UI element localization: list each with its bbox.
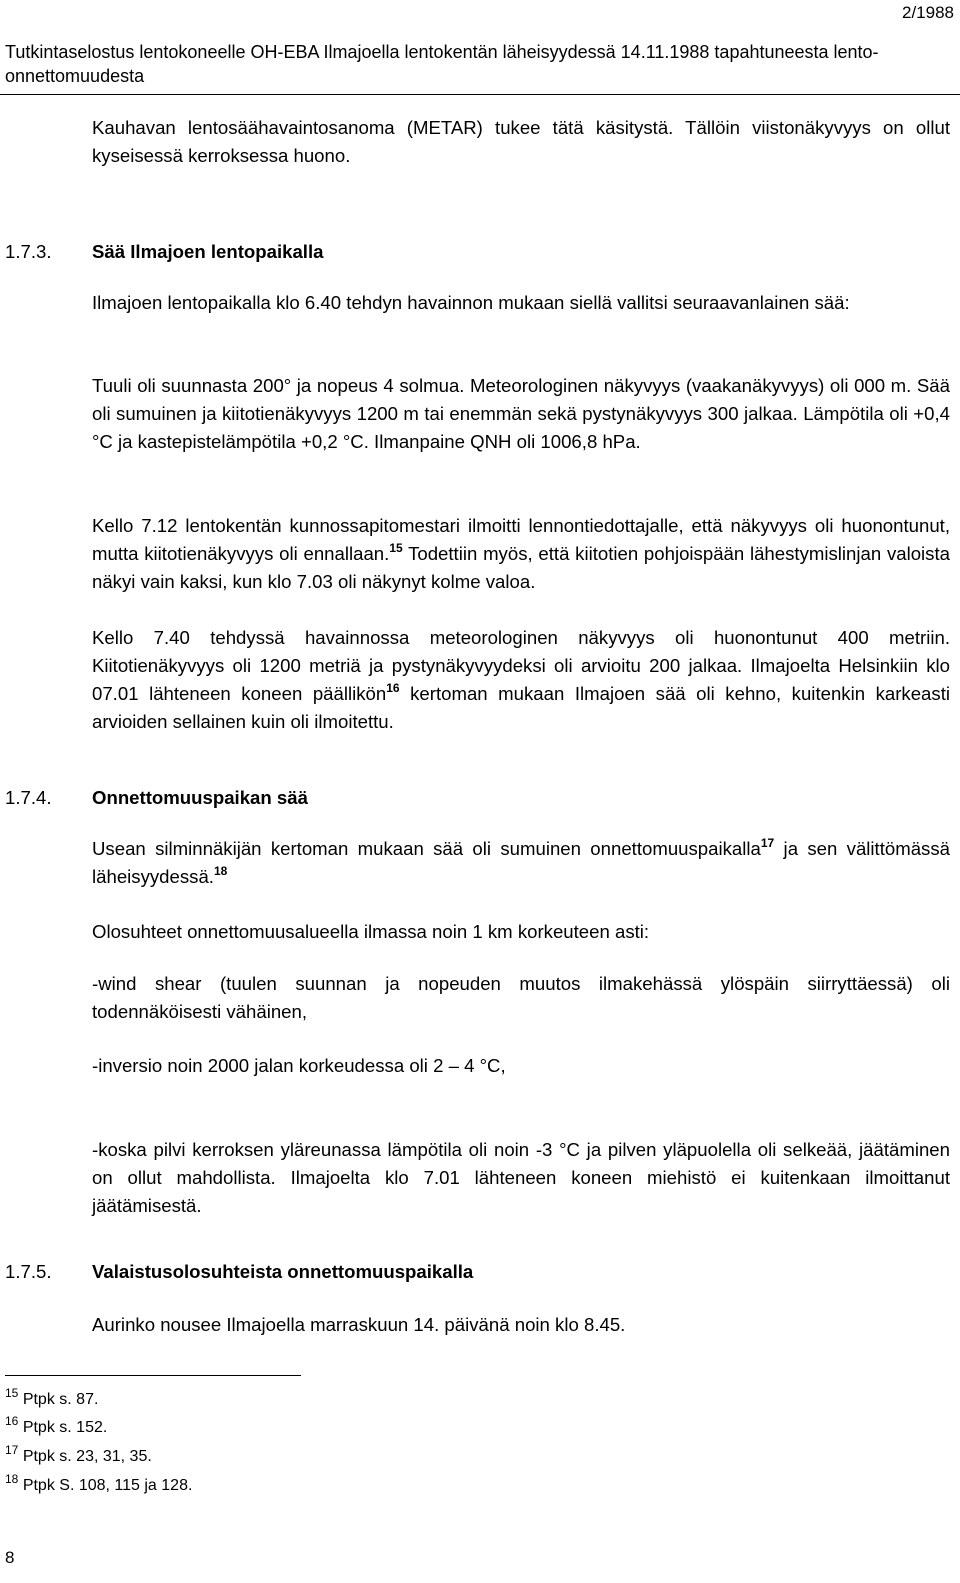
- section-title-1-7-3: Sää Ilmajoen lentopaikalla: [92, 241, 324, 262]
- section-number-1-7-3: 1.7.3.: [5, 241, 52, 262]
- paragraph-0712: [92, 512, 950, 596]
- footnote: [5, 1414, 108, 1438]
- paragraph-sunrise: Aurinko nousee Ilmajoella marraskuun 14. päivänä noin klo 8.45.: [92, 1314, 626, 1335]
- section-number-1-7-5: 1.7.5.: [5, 1261, 52, 1282]
- footnote-ref-17: 17: [760, 836, 775, 850]
- paragraph-icing: -koska pilvi kerroksen yläreunassa lämpötila oli noin -3 °C ja pilven yläpuolella oli selkeää, jäätäminen on ollut mahdollista. Ilmajoelta klo 7.01 lähteneen koneen miehistö ei kuitenkaan ilmoittanut jäätämisestä.: [92, 1139, 950, 1216]
- report-title: Tutkintaselostus lentokoneelle OH-EBA Ilmajoella lentokentän läheisyydessä 14.11.1988 tapahtuneesta lento-onnettomuudesta: [5, 42, 879, 86]
- paragraph-0712-text-a: Kello 7.12 lentokentän kunnossapitomestari ilmoitti lennontiedottajalle, että näkyvyys oli huonontunut, mutta kiitotienäkyvyys oli ennallaan.: [92, 515, 950, 564]
- footnote-divider: [5, 1375, 301, 1376]
- footnote: [5, 1386, 99, 1410]
- paragraph-wind-shear: -wind shear (tuulen suunnan ja nopeuden muutos ilmakehässä ylöspäin siirryttäessä) oli todennäköisesti vähäinen,: [92, 973, 950, 1022]
- footnote-number: 15: [5, 1386, 19, 1400]
- footnote-text: Ptpk S. 108, 115 ja 128.: [22, 1477, 193, 1494]
- paragraph-0740: [92, 624, 950, 736]
- paragraph-metar: Kauhavan lentosäähavaintosanoma (METAR) tukee tätä käsitystä. Tällöin viistonäkyvyys on ollut kyseisessä kerroksessa huono.: [92, 117, 950, 166]
- paragraph-inversion: -inversio noin 2000 jalan korkeudessa oli 2 – 4 °C,: [92, 1055, 506, 1076]
- report-number: 2/1988: [902, 3, 954, 22]
- page-number: 8: [5, 1548, 15, 1567]
- paragraph-witnesses-text-a: Usean silminnäkijän kertoman mukaan sää oli sumuinen onnettomuuspaikalla: [92, 838, 761, 859]
- footnote-number: 17: [5, 1443, 19, 1457]
- footnote: [5, 1443, 152, 1467]
- header-divider: [0, 94, 960, 95]
- section-title-1-7-4: Onnettomuuspaikan sää: [92, 787, 308, 808]
- section-title-1-7-5: Valaistusolosuhteista onnettomuuspaikalla: [92, 1261, 474, 1282]
- paragraph-0740-text-a: Kello 7.40 tehdyssä havainnossa meteorologinen näkyvyys oli huonontunut 400 metriin. Kiitotienäkyvyys oli 1200 metriä ja pystynäkyvyydeksi oli arvioitu 200 jalkaa. Ilmajoelta Helsinkiin klo 07.01 lähteneen koneen päällikön: [92, 627, 950, 704]
- footnote-number: 16: [5, 1414, 19, 1428]
- paragraph-witnesses-text-b: ja sen välittömässä läheisyydessä.: [92, 838, 950, 887]
- footnote-text: Ptpk s. 23, 31, 35.: [22, 1448, 152, 1465]
- footnote-ref-15: 15: [389, 541, 403, 555]
- paragraph-0712-text-b: Todettiin myös, että kiitotien pohjoispään lähestymislinjan valoista näkyi vain kaksi, kun klo 7.03 oli näkynyt kolme valoa.: [92, 543, 950, 592]
- paragraph-0740-text-b: kertoman mukaan Ilmajoen sää oli kehno, kuitenkin karkeasti arvioiden sellainen kuin oli ilmoitettu.: [92, 683, 950, 732]
- footnote-ref-16: 16: [386, 681, 400, 695]
- paragraph-conditions: Olosuhteet onnettomuusalueella ilmassa noin 1 km korkeuteen asti:: [92, 921, 650, 942]
- footnote-text: Ptpk s. 87.: [22, 1391, 99, 1408]
- section-number-1-7-4: 1.7.4.: [5, 787, 52, 808]
- footnote: [5, 1472, 193, 1496]
- paragraph-weather-details: Tuuli oli suunnasta 200° ja nopeus 4 solmua. Meteorologinen näkyvyys (vaakanäkyvyys) oli 000 m. Sää oli sumuinen ja kiitotienäkyvyys 1200 m tai enemmän sekä pystynäkyvyys 300 jalkaa. Lämpötila oli +0,4 °C ja kastepistelämpötila +0,2 °C. Ilmanpaine QNH oli 1006,8 hPa.: [92, 375, 950, 452]
- footnote-text: Ptpk s. 152.: [22, 1419, 108, 1436]
- paragraph-observation: Ilmajoen lentopaikalla klo 6.40 tehdyn havainnon mukaan siellä vallitsi seuraavanlainen sää:: [92, 292, 850, 313]
- footnote-ref-18: 18: [213, 864, 228, 878]
- footnote-number: 18: [5, 1472, 19, 1486]
- paragraph-witnesses: [92, 835, 950, 891]
